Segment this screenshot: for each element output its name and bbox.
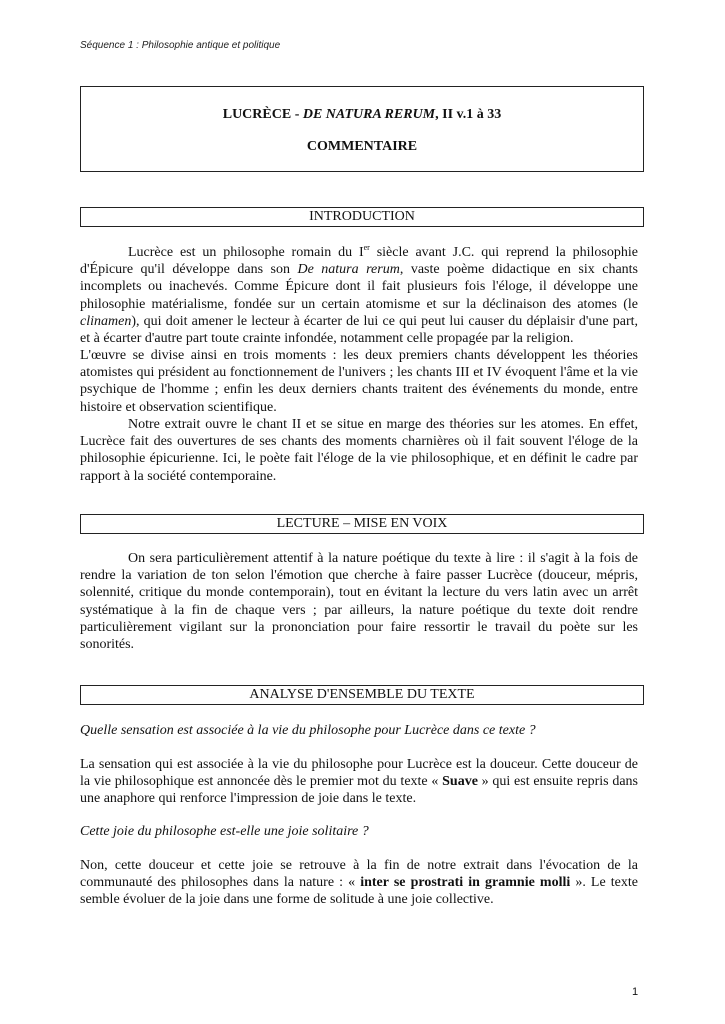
intro-paragraph-3: Notre extrait ouvre le chant II et se situe en marge des théories sur les atomes. En effet, Lucrèce fait des ouvertures de ses chants des moments charnières où il fait souvent l'éloge de la philosophie épicurienne. Ici, le poète fait l'éloge de la vie philosophique, et en définit le cadre par rapport à la société contemporaine.: [80, 417, 638, 484]
text-run: » qui est ensuite repris dans une anaphore qui renforce l'impression de joie dans le texte.: [80, 774, 638, 807]
running-header: Séquence 1 : Philosophie antique et politique: [80, 40, 281, 51]
text-run: Lucrèce est un philosophe romain du I: [128, 245, 364, 260]
document-subtitle: COMMENTAIRE: [306, 139, 418, 154]
text-run: siècle avant J.C. qui reprend la philosophie d'Épicure qu'il développe dans son: [80, 245, 638, 278]
answer-1: [80, 756, 638, 808]
title-author: LUCRÈCE -: [222, 107, 303, 122]
page-number: 1: [632, 986, 639, 998]
title-work: DE NATURA RERUM: [302, 107, 436, 122]
question-2: Cette joie du philosophe est-elle une joie solitaire ?: [80, 824, 369, 839]
answer-2: [80, 857, 638, 909]
term-clinamen: clinamen: [80, 313, 132, 329]
document-title: [81, 107, 643, 123]
keyword-suave: Suave: [442, 774, 478, 790]
text-run: , vaste poème didactique en six chants incomplets ou inachevés. Comme Épicure dont il fait plusieurs fois l'éloge, il développe une philosophie matérialisme, fondée sur un certain atomisme et sur la déclinaison des atomes (le: [80, 262, 638, 312]
section-heading-introduction: INTRODUCTION: [80, 207, 644, 227]
section-heading-lecture: LECTURE – MISE EN VOIX: [80, 514, 644, 534]
title-reference: , II v.1 à 33: [435, 107, 502, 122]
text-run: ». Le texte semble évoluer de la joie dans une forme de solitude à une joie collective.: [80, 875, 638, 908]
text-run: Non, cette douceur et cette joie se retrouve à la fin de notre extrait dans l'évocation de la communauté des philosophes dans la nature : «: [80, 858, 638, 891]
intro-paragraph-1: [80, 244, 638, 347]
title-box: [80, 86, 644, 172]
work-title: De natura rerum: [297, 262, 400, 278]
text-run: La sensation qui est associée à la vie du philosophe pour Lucrèce est la douceur. Cette douceur de la vie philosophique est annoncée dès le premier mot du texte «: [80, 757, 638, 790]
latin-quote: inter se prostrati in gramnie molli: [360, 875, 571, 891]
text-run: ), qui doit amener le lecteur à écarter de lui ce qui peut lui causer du déplaisir d'une part, et à écarter d'autre part toute crainte infondée, notamment celle propagée par la religion.: [80, 313, 638, 347]
lecture-paragraph: On sera particulièrement attentif à la nature poétique du texte à lire : il s'agit à la fois de rendre la variation de ton selon l'émotion que cherche à faire passer Lucrèce (douceur, mépris, solennité, critique du monde contemporain), tout en évitant la lecture du vers latin avec un arrêt systématique à la fin de chaque vers ; par ailleurs, la nature poétique du texte doit rendre particulièrement vigilant sur la prononciation pour faire ressortir le travail du poète sur les sonorités.: [80, 551, 638, 653]
section-heading-analyse: ANALYSE D'ENSEMBLE DU TEXTE: [80, 685, 644, 705]
superscript: er: [363, 243, 370, 252]
intro-paragraph-2: L'œuvre se divise ainsi en trois moments : les deux premiers chants développent les théories atomistes qui président au fonctionnement de l'univers ; les chants III et IV évoquent l'âme et la vie psychique de l'homme ; enfin les deux derniers chants traitent des événements du monde, entre histoire et observation scientifique.: [80, 348, 638, 415]
question-1: Quelle sensation est associée à la vie du philosophe pour Lucrèce dans ce texte ?: [80, 723, 536, 738]
